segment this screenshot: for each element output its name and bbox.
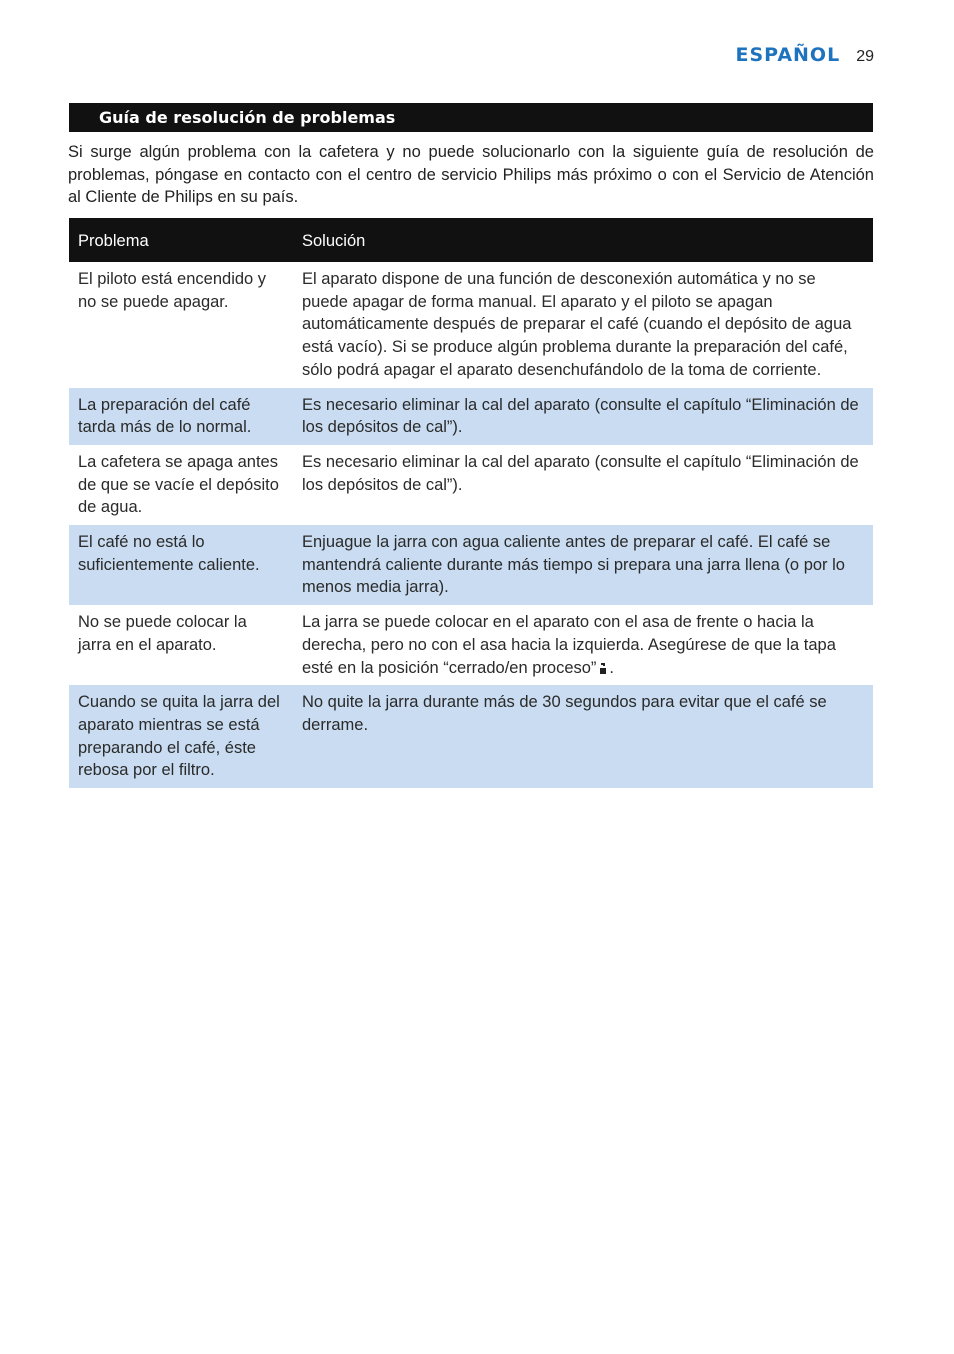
table-row <box>69 262 873 388</box>
table-row <box>69 388 873 445</box>
table-row <box>69 605 873 685</box>
table-row <box>69 445 873 525</box>
solution-cell: Es necesario eliminar la cal del aparato (consulte el capítulo “Eliminación de los depósitos de cal”). <box>293 388 873 445</box>
solution-cell <box>293 605 873 685</box>
page-number: 29 <box>856 48 874 65</box>
problem-cell: La cafetera se apaga antes de que se vacíe el depósito de agua. <box>78 452 279 517</box>
problem-cell: El café no está lo suficientemente caliente. <box>69 525 293 605</box>
closed-lid-icon <box>599 663 609 674</box>
section-title: Guía de resolución de problemas <box>69 103 873 132</box>
table-row <box>69 525 873 605</box>
solution-cell: Es necesario eliminar la cal del aparato (consulte el capítulo “Eliminación de los depósitos de cal”). <box>302 452 859 494</box>
table-header-row <box>69 218 873 262</box>
solution-text: La jarra se puede colocar en el aparato con el asa de frente o hacia la derecha, pero no con el asa hacia la izquierda. Asegúrese de que la tapa esté en la posición “cerrado/en proceso” <box>302 613 836 677</box>
problem-cell: No se puede colocar la jarra en el aparato. <box>78 613 247 654</box>
solution-end: . <box>609 658 615 677</box>
solution-cell: Enjuague la jarra con agua caliente antes de preparar el café. El café se mantendrá caliente durante más tiempo si prepara una jarra llena (o por lo menos media jarra). <box>293 525 873 605</box>
table-row <box>69 685 873 788</box>
solution-cell: No quite la jarra durante más de 30 segundos para evitar que el café se derrame. <box>293 685 873 788</box>
problem-cell: El piloto está encendido y no se puede apagar. <box>78 270 267 311</box>
troubleshooting-table <box>69 218 873 788</box>
column-header-solution: Solución <box>293 218 873 262</box>
page-header <box>735 44 874 74</box>
solution-cell: El aparato dispone de una función de desconexión automática y no se puede apagar de forma manual. El aparato y el piloto se apagan automáticamente después de preparar el café (cuando el depósito de agua está vacío). Si se produce algún problema durante la preparación del café, sólo podrá apagar el aparato desenchufándolo de la toma de corriente. <box>302 270 852 379</box>
column-header-problem: Problema <box>69 218 293 262</box>
language-label: ESPAÑOL <box>735 44 841 66</box>
intro-paragraph: Si surge algún problema con la cafetera y no puede solucionarlo con la siguiente guía de resolución de problemas, póngase en contacto con el centro de servicio Philips más próximo o con el Servicio de Atención al Cliente de Philips en su país. <box>68 143 874 206</box>
problem-cell: La preparación del café tarda más de lo normal. <box>69 388 293 445</box>
problem-cell: Cuando se quita la jarra del aparato mientras se está preparando el café, éste rebosa por el filtro. <box>69 685 293 788</box>
